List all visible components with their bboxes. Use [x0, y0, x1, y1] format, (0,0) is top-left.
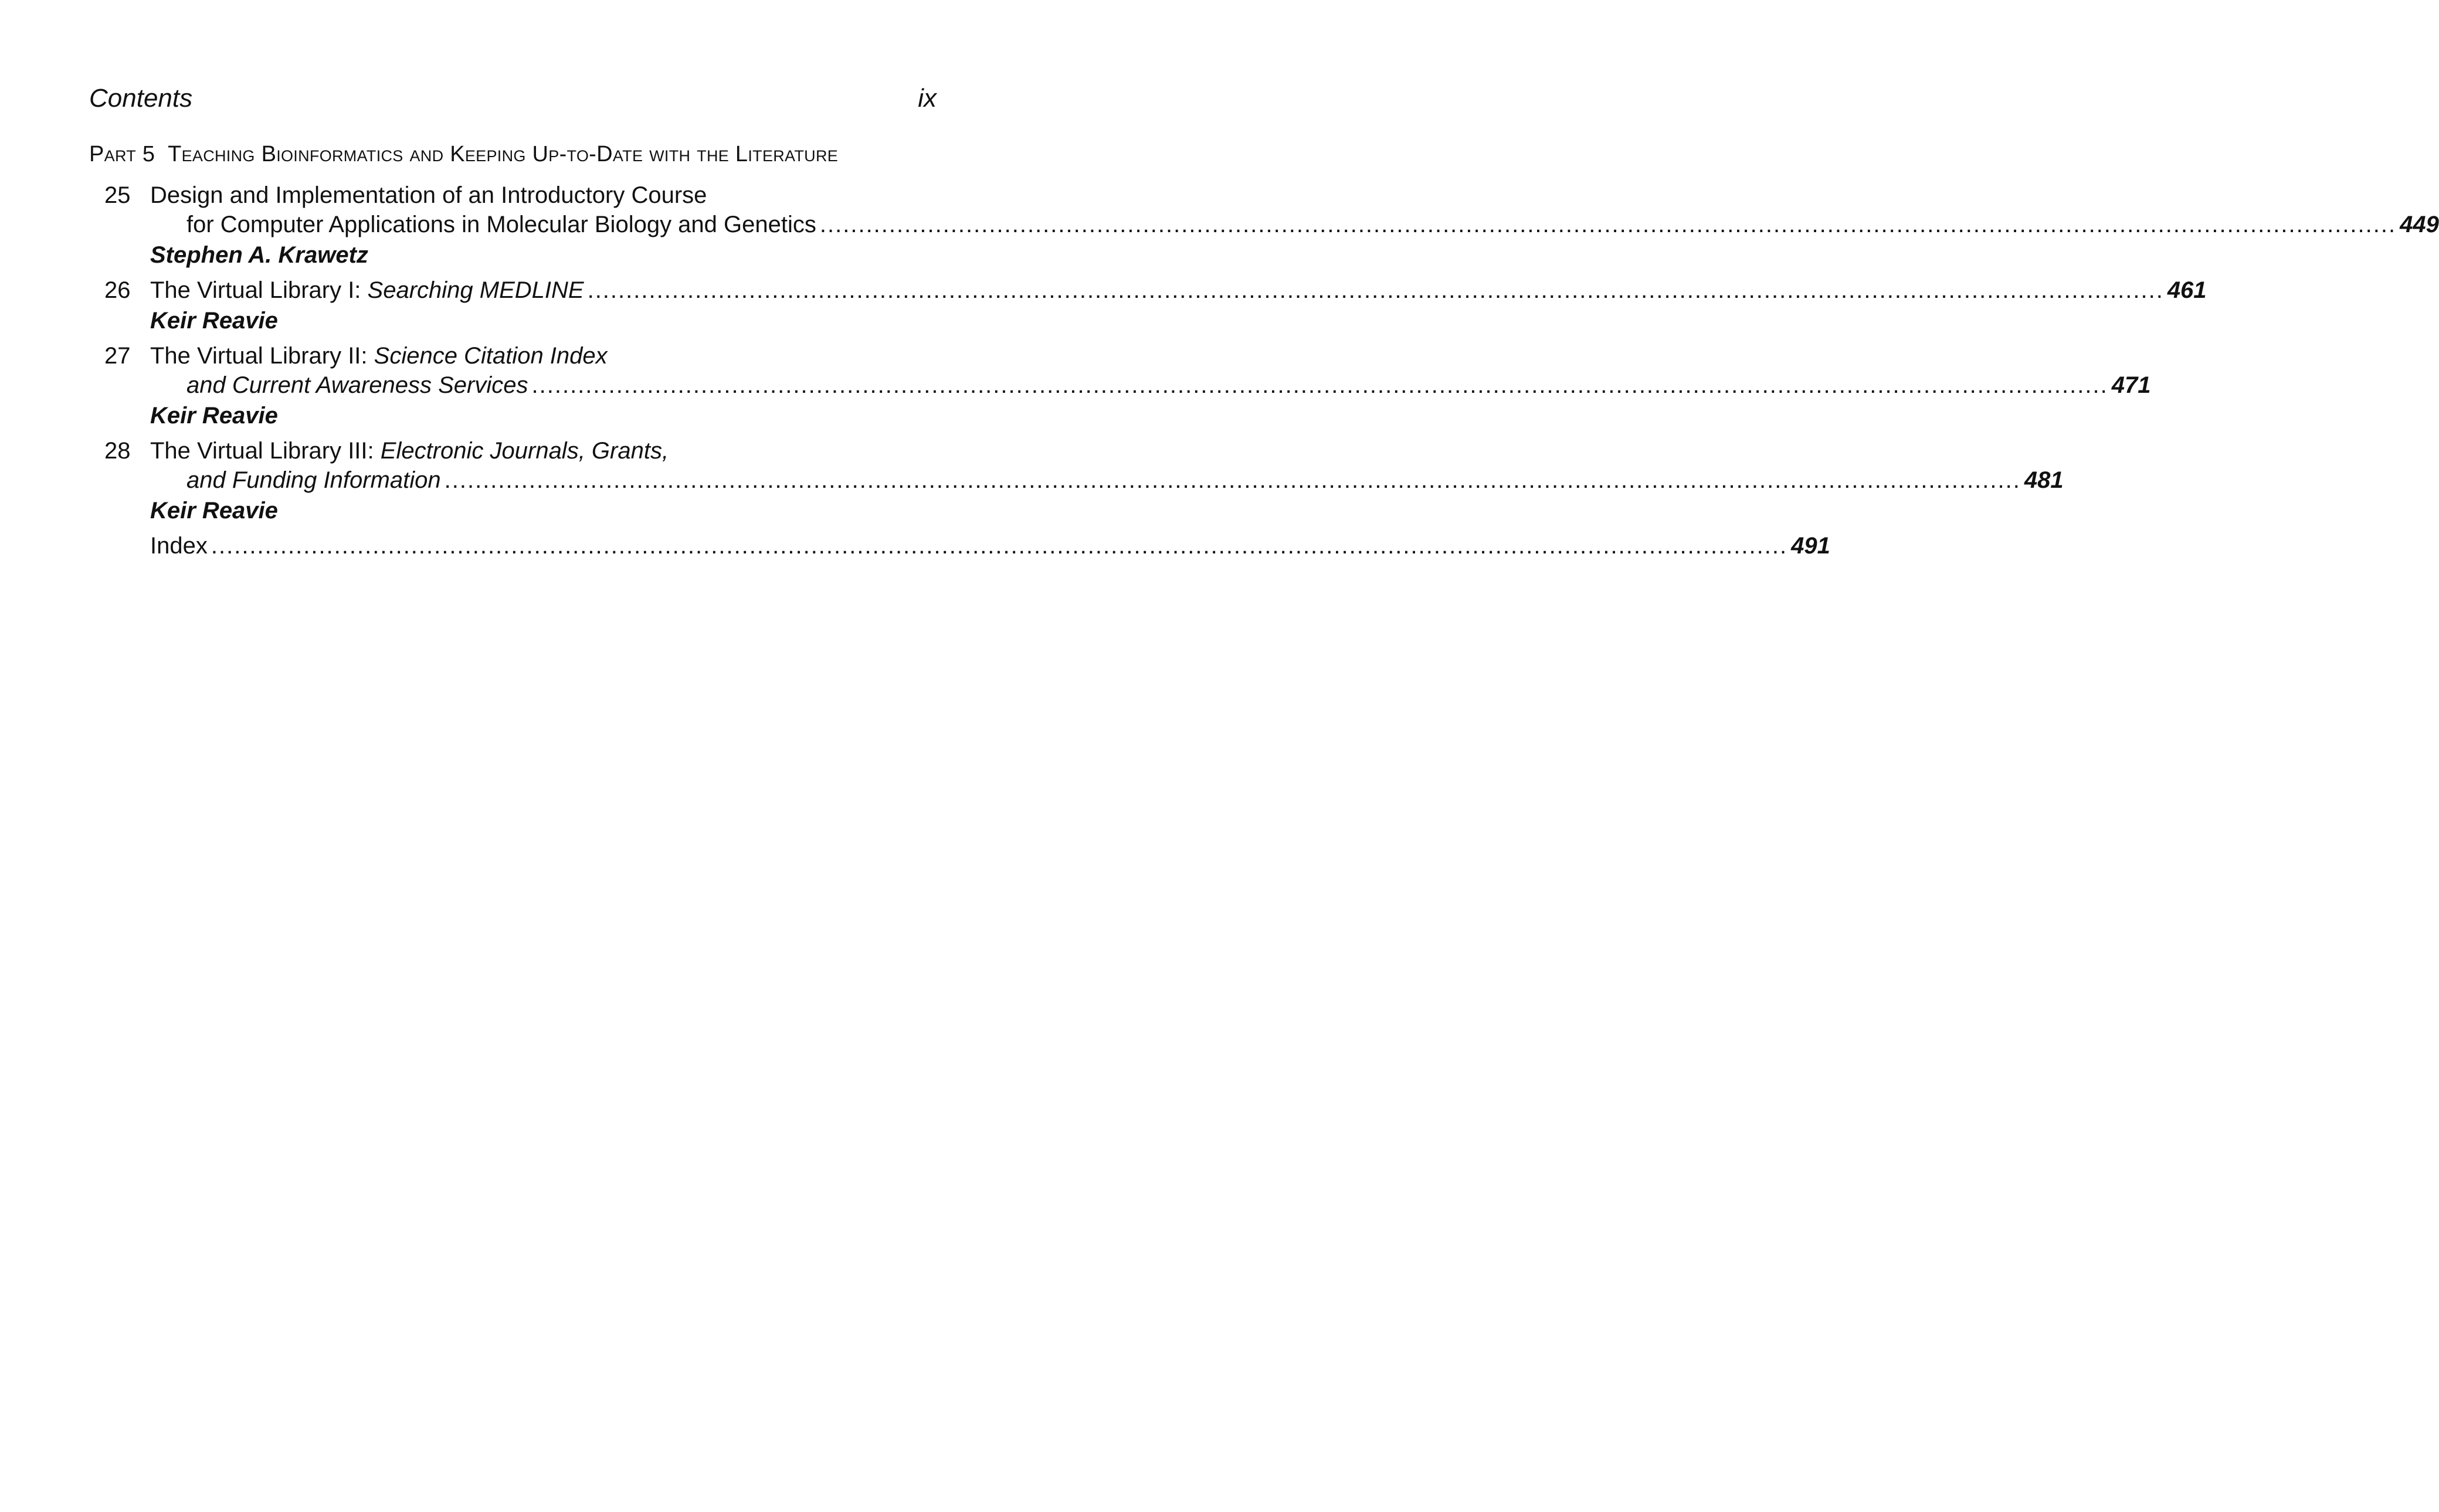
- toc-entry-27: [89, 341, 2151, 431]
- chapter-title-line-1[interactable]: [89, 341, 937, 371]
- toc-entry-28: [89, 436, 2064, 526]
- chapter-page: 471: [2111, 372, 2151, 398]
- dot-leader: .............................................................................................................................................................................................................: [819, 212, 2397, 237]
- chapter-title-italic: Searching MEDLINE: [367, 277, 584, 303]
- index-label: Index: [150, 533, 208, 559]
- running-head: Contents: [89, 84, 193, 113]
- chapter-title-line-1[interactable]: [89, 436, 937, 466]
- chapter-number: 27: [104, 343, 131, 369]
- chapter-title-line-2[interactable]: [89, 466, 2064, 495]
- chapter-title-prefix: The Virtual Library I:: [150, 277, 368, 303]
- chapter-title-line-2[interactable]: [89, 371, 2151, 400]
- dot-leader: .............................................................................................................................................................................................................: [211, 533, 1788, 559]
- chapter-author: Keir Reavie: [150, 308, 278, 334]
- chapter-title: [150, 276, 584, 305]
- chapter-author: Keir Reavie: [150, 498, 278, 524]
- dot-leader: .............................................................................................................................................................................................................: [587, 277, 2164, 303]
- toc-entry-25: [89, 181, 2439, 271]
- dot-leader: .............................................................................................................................................................................................................: [531, 372, 2108, 398]
- part-title: Teaching Bioinformatics and Keeping Up-to-Date with the Literature: [168, 142, 839, 167]
- table-of-contents: [89, 181, 2439, 565]
- chapter-page: 461: [2167, 277, 2207, 303]
- chapter-author: Keir Reavie: [150, 403, 278, 429]
- chapter-title-continuation: and Funding Information: [186, 467, 441, 493]
- toc-entry-26: [89, 276, 2207, 337]
- dot-leader: .............................................................................................................................................................................................................: [444, 467, 2021, 493]
- chapter-title-line-1[interactable]: Design and Implementation of an Introductory Course: [150, 182, 707, 208]
- chapter-page: 449: [2400, 212, 2439, 237]
- chapter-title-prefix: The Virtual Library II:: [150, 343, 374, 369]
- page-header: [89, 81, 937, 116]
- chapter-title-continuation: and Current Awareness Services: [186, 372, 528, 398]
- index-line[interactable]: [89, 531, 1830, 560]
- page-number: ix: [918, 84, 937, 113]
- chapter-title-continuation: for Computer Applications in Molecular Biology and Genetics: [186, 212, 816, 237]
- part-label: Part 5: [89, 142, 155, 167]
- toc-entry-index: [89, 531, 1830, 560]
- index-page: 491: [1791, 533, 1830, 559]
- chapter-title-prefix: The Virtual Library III:: [150, 438, 381, 464]
- chapter-number: 28: [104, 438, 131, 464]
- chapter-number: 26: [104, 277, 131, 303]
- chapter-page: 481: [2024, 467, 2064, 493]
- chapter-title-line-1[interactable]: [89, 276, 2207, 305]
- chapter-author: Stephen A. Krawetz: [150, 242, 368, 268]
- chapter-title-italic: Science Citation Index: [374, 343, 608, 369]
- chapter-number: 25: [104, 182, 131, 208]
- chapter-title-line-2[interactable]: [89, 210, 2439, 239]
- part-heading: [89, 140, 937, 169]
- chapter-title-italic: Electronic Journals, Grants,: [380, 438, 669, 464]
